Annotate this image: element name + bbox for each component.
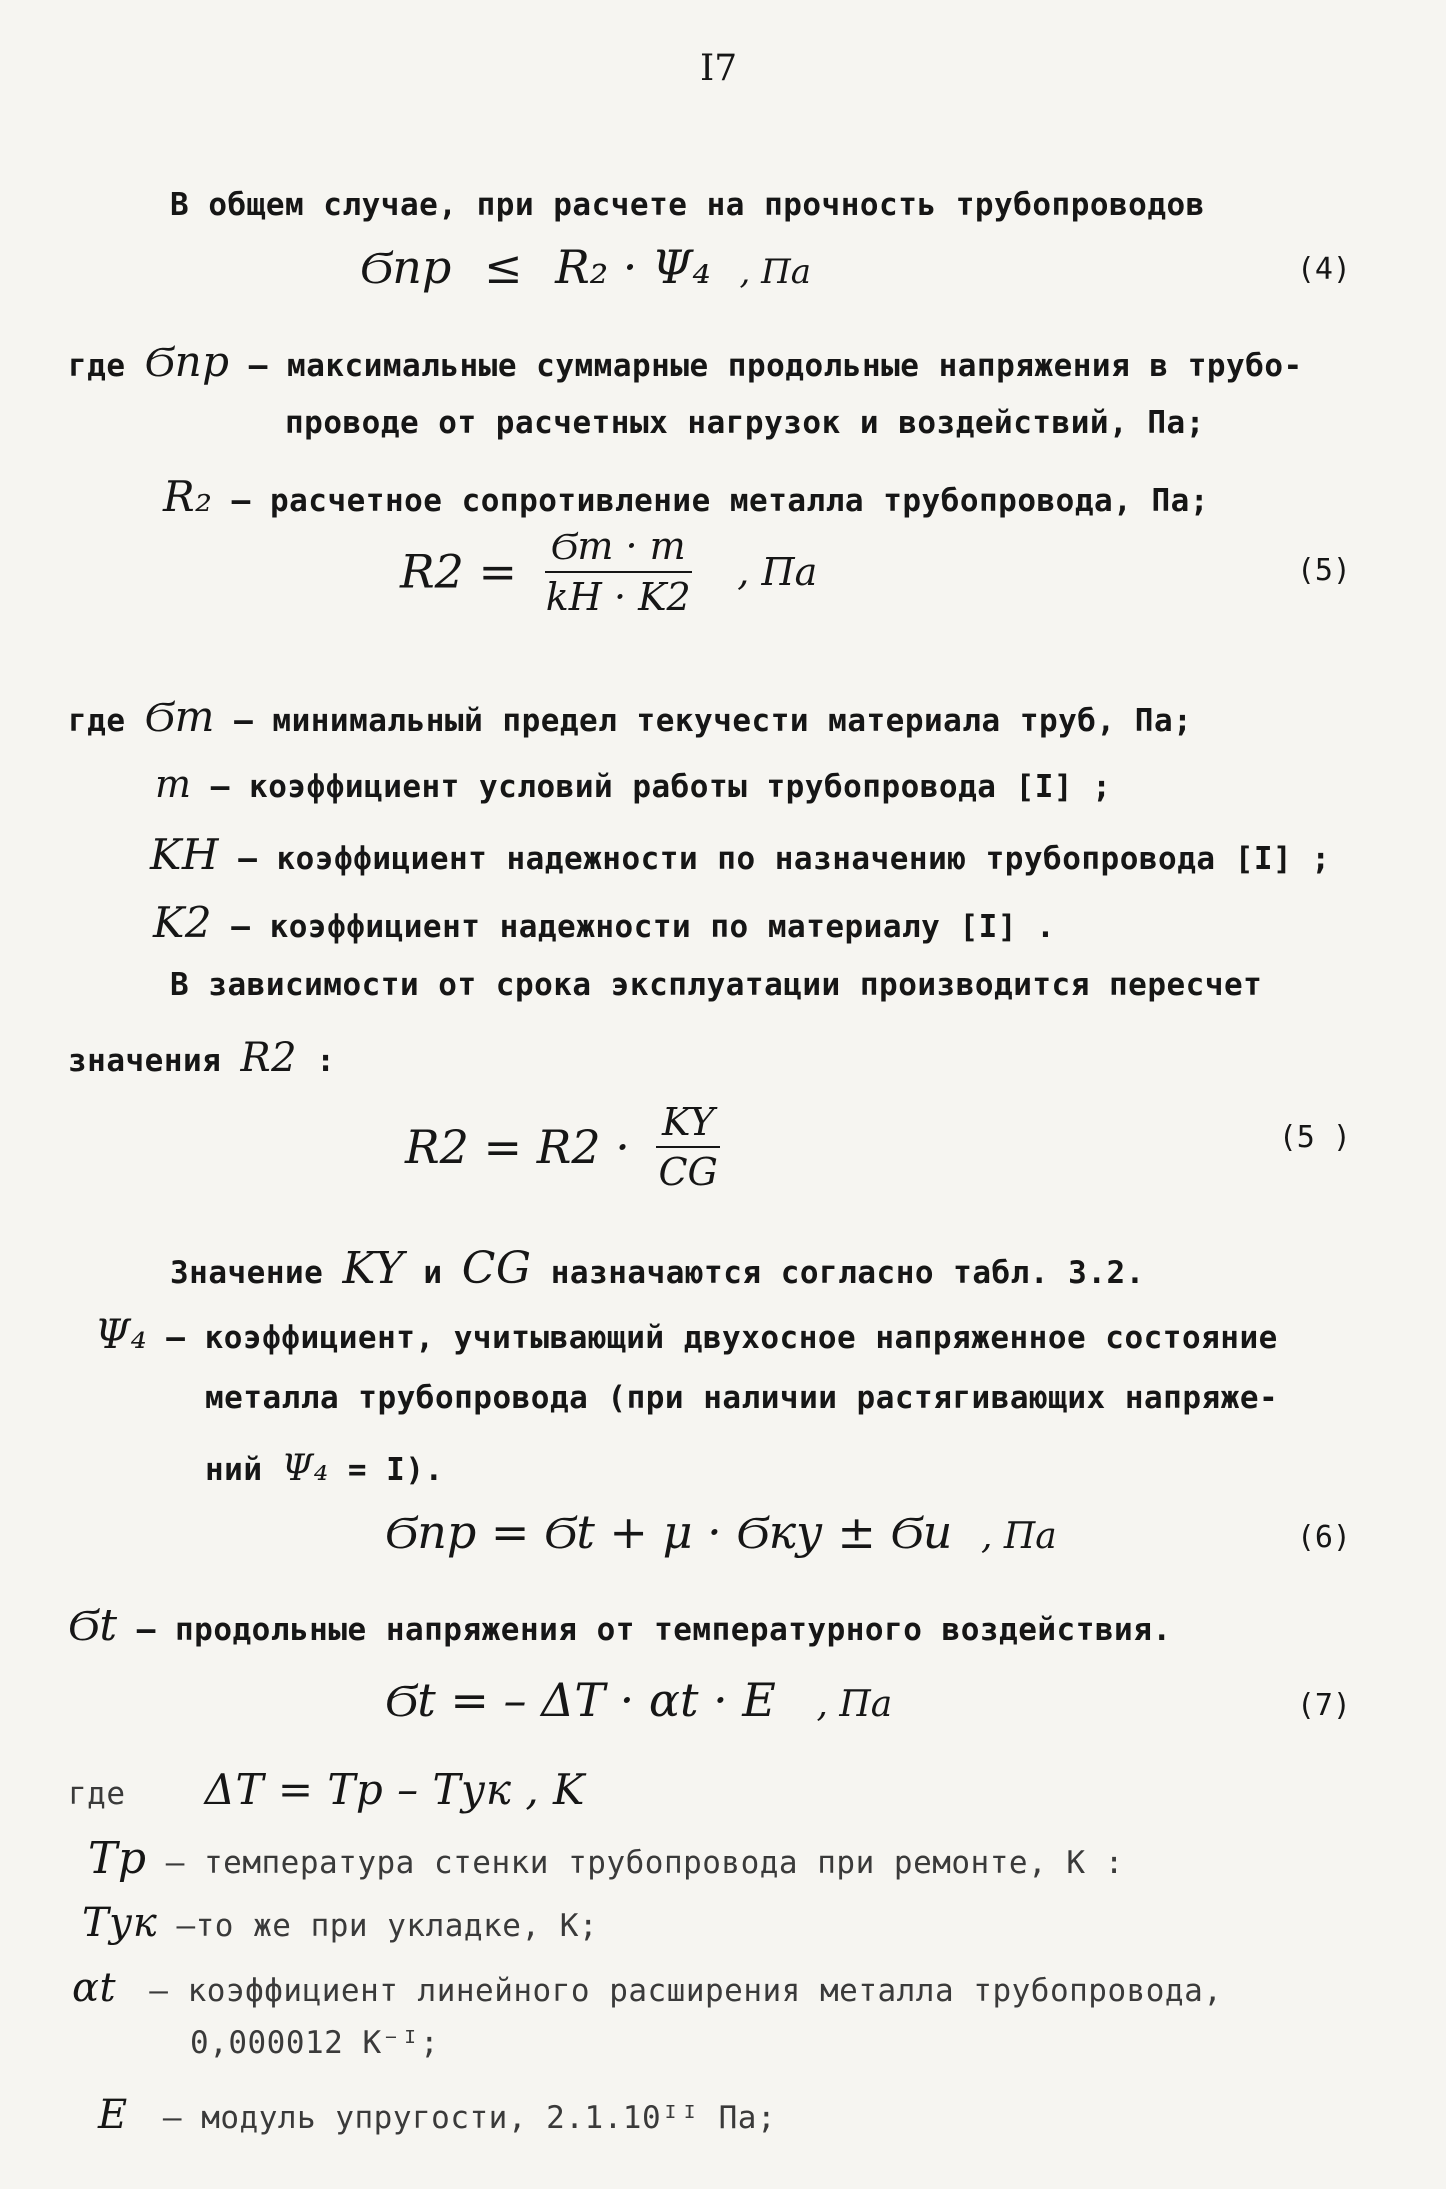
equation-7 [385, 1673, 892, 1727]
KH-text: – коэффициент надежности по назначению трубопровода [I] ; [238, 841, 1331, 877]
m-text: – коэффициент условий работы трубопровода [I] ; [210, 769, 1112, 805]
eq7-number: (7) [1296, 1688, 1351, 1723]
def-R2-line [163, 472, 1209, 521]
R2-text: – расчетное сопротивление металла трубопровода, Па; [231, 483, 1209, 519]
values-note-post: назначаются согласно табл. 3.2. [550, 1255, 1145, 1291]
def-Tuk [82, 1900, 598, 1946]
eq4-number: (4) [1296, 252, 1351, 287]
def-sigma-pr-line1 [68, 337, 1303, 387]
def-sigma-t [68, 1600, 1172, 1651]
eq5-unit: , Па [737, 549, 818, 594]
KY-symbol: KY [342, 1243, 405, 1294]
Tp-symbol: Tр [88, 1833, 147, 1884]
delta-t-expr: ΔT = Tр – Tук , K [204, 1765, 585, 1814]
E-symbol: E [98, 2092, 128, 2138]
Tuk-text: –то же при укладке, К; [176, 1908, 599, 1944]
sigma-t-text: – продольные напряжения от температурного воздействия. [136, 1612, 1172, 1648]
eq5-number: (5) [1296, 553, 1351, 588]
psi-text1: – коэффициент, учитывающий двухосное напряженное состояние [166, 1320, 1278, 1356]
sigma-pr-symbol: Ϭпр [144, 337, 230, 386]
eq4-unit: , Па [739, 252, 812, 292]
eq5-numerator: Ϭт · m [545, 524, 692, 573]
eq5-fraction [540, 524, 697, 619]
eq5-denominator: kH · K2 [545, 575, 691, 619]
values-note-mid: и [423, 1255, 443, 1291]
sigma-t-min-symbol: Ϭт [144, 692, 215, 741]
CG-symbol: CG [461, 1243, 532, 1294]
where-word: где [68, 703, 126, 739]
sigma-pr-text1: – максимальные суммарные продольные напряжения в трубо- [248, 348, 1303, 384]
def-E [98, 2092, 776, 2138]
eq5b-number: (5 ) [1278, 1120, 1351, 1155]
eq6-expr: Ϭпр = Ϭt + μ · Ϭку ± Ϭи [385, 1505, 953, 1559]
values-note-pre: Значение [170, 1255, 324, 1291]
eq4-rel: ≤ [483, 240, 523, 294]
def-alpha-t [72, 1965, 1222, 2011]
recalc-word: значения [68, 1043, 222, 1079]
eq4-lhs: Ϭпр [360, 240, 452, 294]
psi-text3b: = I). [347, 1452, 444, 1488]
equation-5-bis [405, 1100, 732, 1194]
eq6-unit: , Па [981, 1516, 1057, 1557]
def-psi-line1 [95, 1312, 1278, 1358]
R2-symbol: R₂ [163, 472, 213, 521]
recalc-colon: : [316, 1043, 336, 1079]
recalc-line1: В зависимости от срока эксплуатации производится пересчет [170, 967, 1263, 1003]
sigma-t-min-text: – минимальный предел текучести материала труб, Па; [234, 703, 1193, 739]
psi-text3a: ний [205, 1452, 263, 1488]
eq7-unit: , Па [816, 1684, 893, 1725]
def-Tp [88, 1833, 1124, 1884]
where-word: где [68, 1776, 126, 1812]
def-sigma-t-min [68, 692, 1192, 742]
eq5b-numerator: KY [656, 1100, 720, 1148]
def-KH [150, 830, 1331, 879]
psi-symbol: Ψ₄ [95, 1312, 148, 1358]
def-psi-line3 [205, 1448, 444, 1489]
Tp-text: – температура стенки трубопровода при ремонте, К : [165, 1845, 1124, 1881]
E-text: – модуль упругости, 2.1.10ᴵᴵ Па; [162, 2100, 777, 2136]
eq4-rhs: R₂ · Ψ₄ [555, 240, 711, 294]
def-K2 [153, 898, 1055, 947]
equation-6 [385, 1505, 1057, 1559]
sigma-t-symbol: Ϭt [68, 1600, 118, 1651]
eq5-lhs: R2 = [400, 544, 518, 599]
alpha-t-symbol: αt [72, 1965, 117, 2011]
m-symbol: m [155, 762, 192, 806]
def-alpha-t-value: 0,000012 К⁻ᴵ; [190, 2025, 440, 2061]
eq5b-fraction [652, 1100, 723, 1194]
Tuk-symbol: Tук [82, 1900, 158, 1946]
eq5b-lhs: R2 = R2 · [405, 1120, 630, 1174]
equation-5 [400, 524, 817, 619]
K2-symbol: K2 [153, 898, 213, 947]
eq6-number: (6) [1296, 1520, 1351, 1555]
def-m [155, 762, 1111, 806]
def-psi-line2: металла трубопровода (при наличии растягивающих напряже- [205, 1380, 1279, 1416]
recalc-line2 [68, 1035, 335, 1081]
K2-text: – коэффициент надежности по материалу [I] . [231, 909, 1056, 945]
psi-inline-symbol: Ψ₄ [281, 1448, 329, 1489]
KH-symbol: KH [150, 830, 220, 879]
delta-t-line [68, 1765, 585, 1814]
values-note [170, 1243, 1145, 1294]
eq5b-denominator: CG [658, 1150, 718, 1194]
equation-4 [360, 240, 811, 294]
page-number: I7 [700, 48, 738, 89]
def-sigma-pr-line2: проводе от расчетных нагрузок и воздействий, Па; [285, 405, 1205, 441]
intro-line: В общем случае, при расчете на прочность трубопроводов [170, 187, 1205, 223]
eq7-expr: Ϭt = – ΔT · αt · E [385, 1673, 776, 1727]
recalc-R2-symbol: R2 [240, 1035, 298, 1081]
alpha-t-text: – коэффициент линейного расширения металла трубопровода, [149, 1973, 1223, 2009]
where-word: где [68, 348, 126, 384]
